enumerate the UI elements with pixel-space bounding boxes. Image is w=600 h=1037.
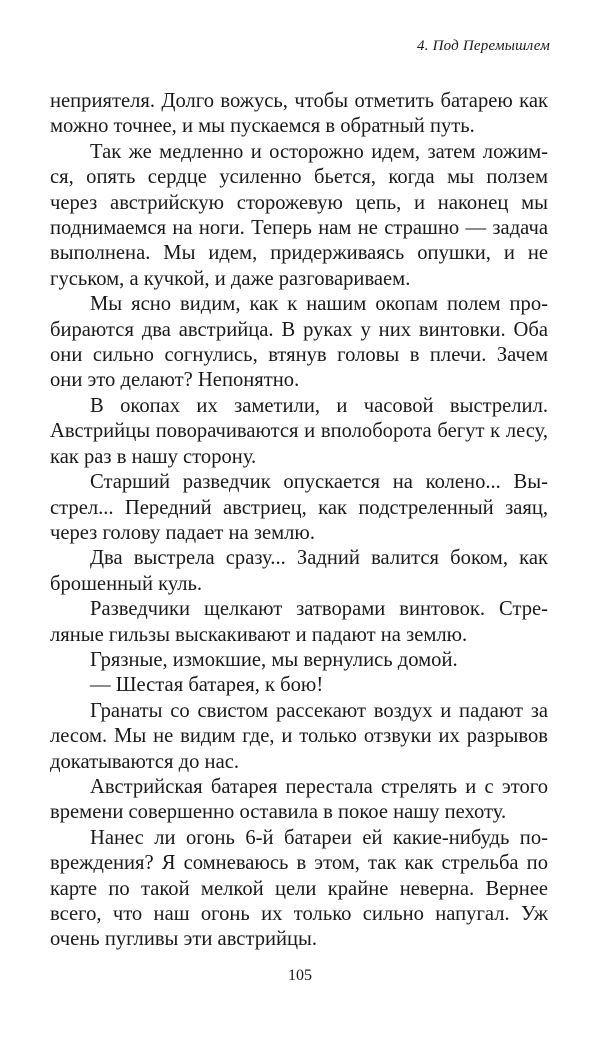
page-number: 105 [288,967,312,984]
paragraph: неприятеля. Долго вожусь, чтобы отметить батарею как можно точнее, и мы пускаемся в обратный путь. [50,90,548,138]
paragraph: Два выстрела сразу... Задний валится боком, как брошенный куль. [50,547,548,595]
paragraph: Нанес ли огонь 6-й батареи ей какие-нибудь повреждения? Я сомневаюсь в этом, так как стрельба по карте по такой мелкой цели крайне неверна. Вернее всего, что наш огонь их только сильно напугал. Уж очень пугливы эти австрийцы. [50,826,548,951]
paragraph: В окопах их заметили, и часовой выстрелил. Австрийцы поворачиваются и вполоборота бегут к лесу, как раз в нашу сторону. [50,394,548,468]
paragraph: Так же медленно и осторожно идем, затем ложимся, опять сердце усиленно бьется, когда мы ползем через австрийскую сторожевую цепь, и наконец мы поднимаемся на ноги. Теперь нам не страшно — задача выполнена. Мы идем, придерживаясь опушки, и не гуськом, а кучкой, и даже разговариваем. [50,140,548,290]
paragraph: Мы ясно видим, как к нашим окопам полем пробираются два австрийца. В руках у них винтовки. Оба они сильно согнулись, втянув головы в плечи. Зачем они это делают? Непонятно. [50,293,548,392]
paragraph: Старший разведчик опускается на колено... Выстрел... Передний австриец, как подстреленный заяц, через голову падает на землю. [50,471,548,544]
paragraph: Грязные, измокшие, мы вернулись домой. [90,648,458,671]
paragraph: Австрийская батарея перестала стрелять и с этого времени совершенно оставила в покое нашу пехоту. [50,775,548,824]
paragraph: — Шестая батарея, к бою! [90,674,324,697]
body-text [50,89,548,953]
running-header: 4. Под Перемышлем [417,38,550,54]
paragraph: Гранаты со свистом рассекают воздух и падают за лесом. Мы не видим где, и только отзвуки их разрывов докатываются до нас. [50,699,548,773]
paragraph: Разведчики щелкают затворами винтовок. Стреляные гильзы выскакивают и падают на землю. [50,598,548,646]
